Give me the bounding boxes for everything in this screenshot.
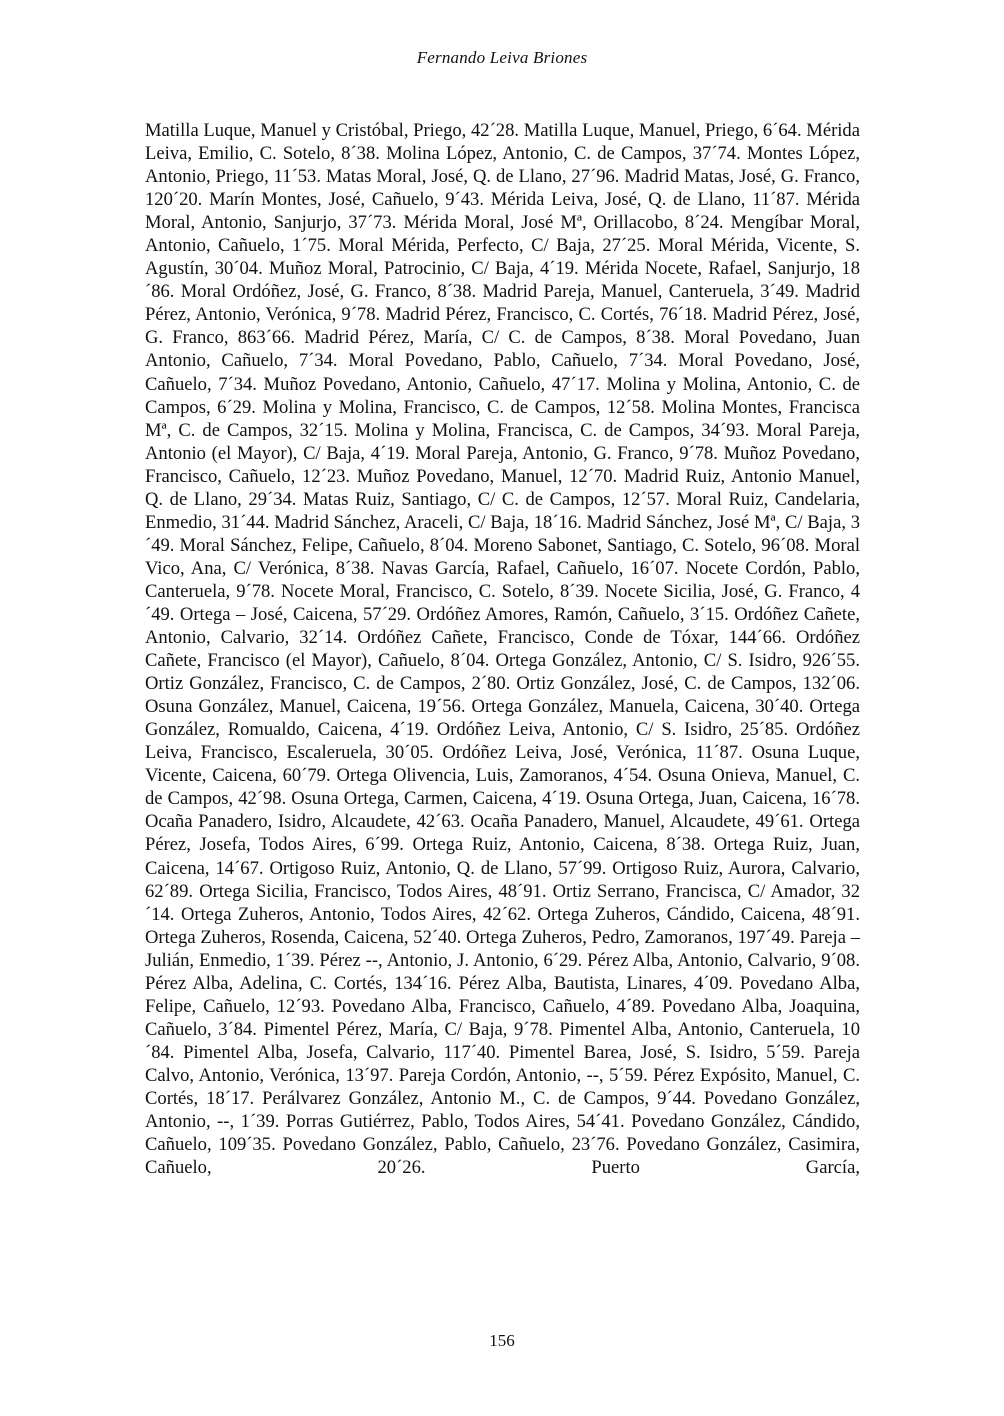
body-paragraph: Matilla Luque, Manuel y Cristóbal, Priego, 42´28. Matilla Luque, Manuel, Priego, 6´64. Mérida Leiva, Emilio, C. Sotelo, 8´38. Molina López, Antonio, C. de Campos, 37´74. Montes López, Antonio, Priego, 11´53. Matas Moral, José, Q. de Llano, 27´96. Madrid Matas, José, G. Franco, 120´20. Marín Montes, José, Cañuelo, 9´43. Mérida Leiva, José, Q. de Llano, 11´87. Mérida Moral, Antonio, Sanjurjo, 37´73. Mérida Moral, José Mª, Orillacobo, 8´24. Mengíbar Moral, Antonio, Cañuelo, 1´75. Moral Mérida, Perfecto, C/ Baja, 27´25. Moral Mérida, Vicente, S. Agustín, 30´04. Muñoz Moral, Patrocinio, C/ Baja, 4´19. Mérida Nocete, Rafael, Sanjurjo, 18´86. Moral Ordóñez, José, G. Franco, 8´38. Madrid Pareja, Manuel, Canteruela, 3´49. Madrid Pérez, Antonio, Verónica, 9´78. Madrid Pérez, Francisco, C. Cortés, 76´18. Madrid Pérez, José, G. Franco, 863´66. Madrid Pérez, María, C/ C. de Campos, 8´38. Moral Povedano, Juan Antonio, Cañuelo, 7´34. Moral Povedano, Pablo, Cañuelo, 7´34. Moral Povedano, José, Cañuelo, 7´34. Muñoz Povedano, Antonio, Cañuelo, 47´17. Molina y Molina, Antonio, C. de Campos, 6´29. Molina y Molina, Francisco, C. de Campos, 12´58. Molina Montes, Francisca Mª, C. de Campos, 32´15. Molina y Molina, Francisca, C. de Campos, 34´93. Moral Pareja, Antonio (el Mayor), C/ Baja, 4´19. Moral Pareja, Antonio, G. Franco, 9´78. Muñoz Povedano, Francisco, Cañuelo, 12´23. Muñoz Povedano, Manuel, 12´70. Madrid Ruiz, Antonio Manuel, Q. de Llano, 29´34. Matas Ruiz, Santiago, C/ C. de Campos, 12´57. Moral Ruiz, Candelaria, Enmedio, 31´44. Madrid Sánchez, Araceli, C/ Baja, 18´16. Madrid Sánchez, José Mª, C/ Baja, 3´49. Moral Sánchez, Felipe, Cañuelo, 8´04. Moreno Sabonet, Santiago, C. Sotelo, 96´08. Moral Vico, Ana, C/ Verónica, 8´38. Navas García, Rafael, Cañuelo, 16´07. Nocete Cordón, Pablo, Canteruela, 9´78. Nocete Moral, Francisco, C. Sotelo, 8´39. Nocete Sicilia, José, G. Franco, 4´49. Ortega – José, Caicena, 57´29. Ordóñez Amores, Ramón, Cañuelo, 3´15. Ordóñez Cañete, Antonio, Calvario, 32´14. Ordóñez Cañete, Francisco, Conde de Tóxar, 144´66. Ordóñez Cañete, Francisco (el Mayor), Cañuelo, 8´04. Ortega González, Antonio, C/ S. Isidro, 926´55. Ortiz González, Francisco, C. de Campos, 2´80. Ortiz González, José, C. de Campos, 132´06. Osuna González, Manuel, Caicena, 19´56. Ortega González, Manuela, Caicena, 30´40. Ortega González, Romualdo, Caicena, 4´19. Ordóñez Leiva, Antonio, C/ S. Isidro, 25´85. Ordóñez Leiva, Francisco, Escaleruela, 30´05. Ordóñez Leiva, José, Verónica, 11´87. Osuna Luque, Vicente, Caicena, 60´79. Ortega Olivencia, Luis, Zamoranos, 4´54. Osuna Onieva, Manuel, C. de Campos, 42´98. Osuna Ortega, Carmen, Caicena, 4´19. Osuna Ortega, Juan, Caicena, 16´78. Ocaña Panadero, Isidro, Alcaudete, 42´63. Ocaña Panadero, Manuel, Alcaudete, 49´61. Ortega Pérez, Josefa, Todos Aires, 6´99. Ortega Ruiz, Antonio, Caicena, 8´38. Ortega Ruiz, Juan, Caicena, 14´67. Ortigoso Ruiz, Antonio, Q. de Llano, 57´99. Ortigoso Ruiz, Aurora, Calvario, 62´89. Ortega Sicilia, Francisco, Todos Aires, 48´91. Ortiz Serrano, Francisca, C/ Amador, 32´14. Ortega Zuheros, Antonio, Todos Aires, 42´62. Ortega Zuheros, Cándido, Caicena, 48´91. Ortega Zuheros, Rosenda, Caicena, 52´40. Ortega Zuheros, Pedro, Zamoranos, 197´49. Pareja – Julián, Enmedio, 1´39. Pérez --, Antonio, J. Antonio, 6´29. Pérez Alba, Antonio, Calvario, 9´08. Pérez Alba, Adelina, C. Cortés, 134´16. Pérez Alba, Bautista, Linares, 4´09. Povedano Alba, Felipe, Cañuelo, 12´93. Povedano Alba, Francisco, Cañuelo, 4´89. Povedano Alba, Joaquina, Cañuelo, 3´84. Pimentel Pérez, María, C/ Baja, 9´78. Pimentel Alba, Antonio, Canteruela, 10´84. Pimentel Alba, Josefa, Calvario, 117´40. Pimentel Barea, José, S. Isidro, 5´59. Pareja Calvo, Antonio, Verónica, 13´97. Pareja Cordón, Antonio, --, 5´59. Pérez Expósito, Manuel, C. Cortés, 18´17. Perálvarez González, Antonio M., C. de Campos, 9´44. Povedano González, Antonio, --, 1´39. Porras Gutiérrez, Pablo, Todos Aires, 54´41. Povedano González, Cándido, Cañuelo, 109´35. Povedano González, Pablo, Cañuelo, 23´76. Povedano González, Casimira, Cañuelo, 20´26. Puerto García, <box>145 120 860 1179</box>
running-header-author: Fernando Leiva Briones <box>416 48 588 67</box>
page-number: 156 <box>489 1331 515 1350</box>
